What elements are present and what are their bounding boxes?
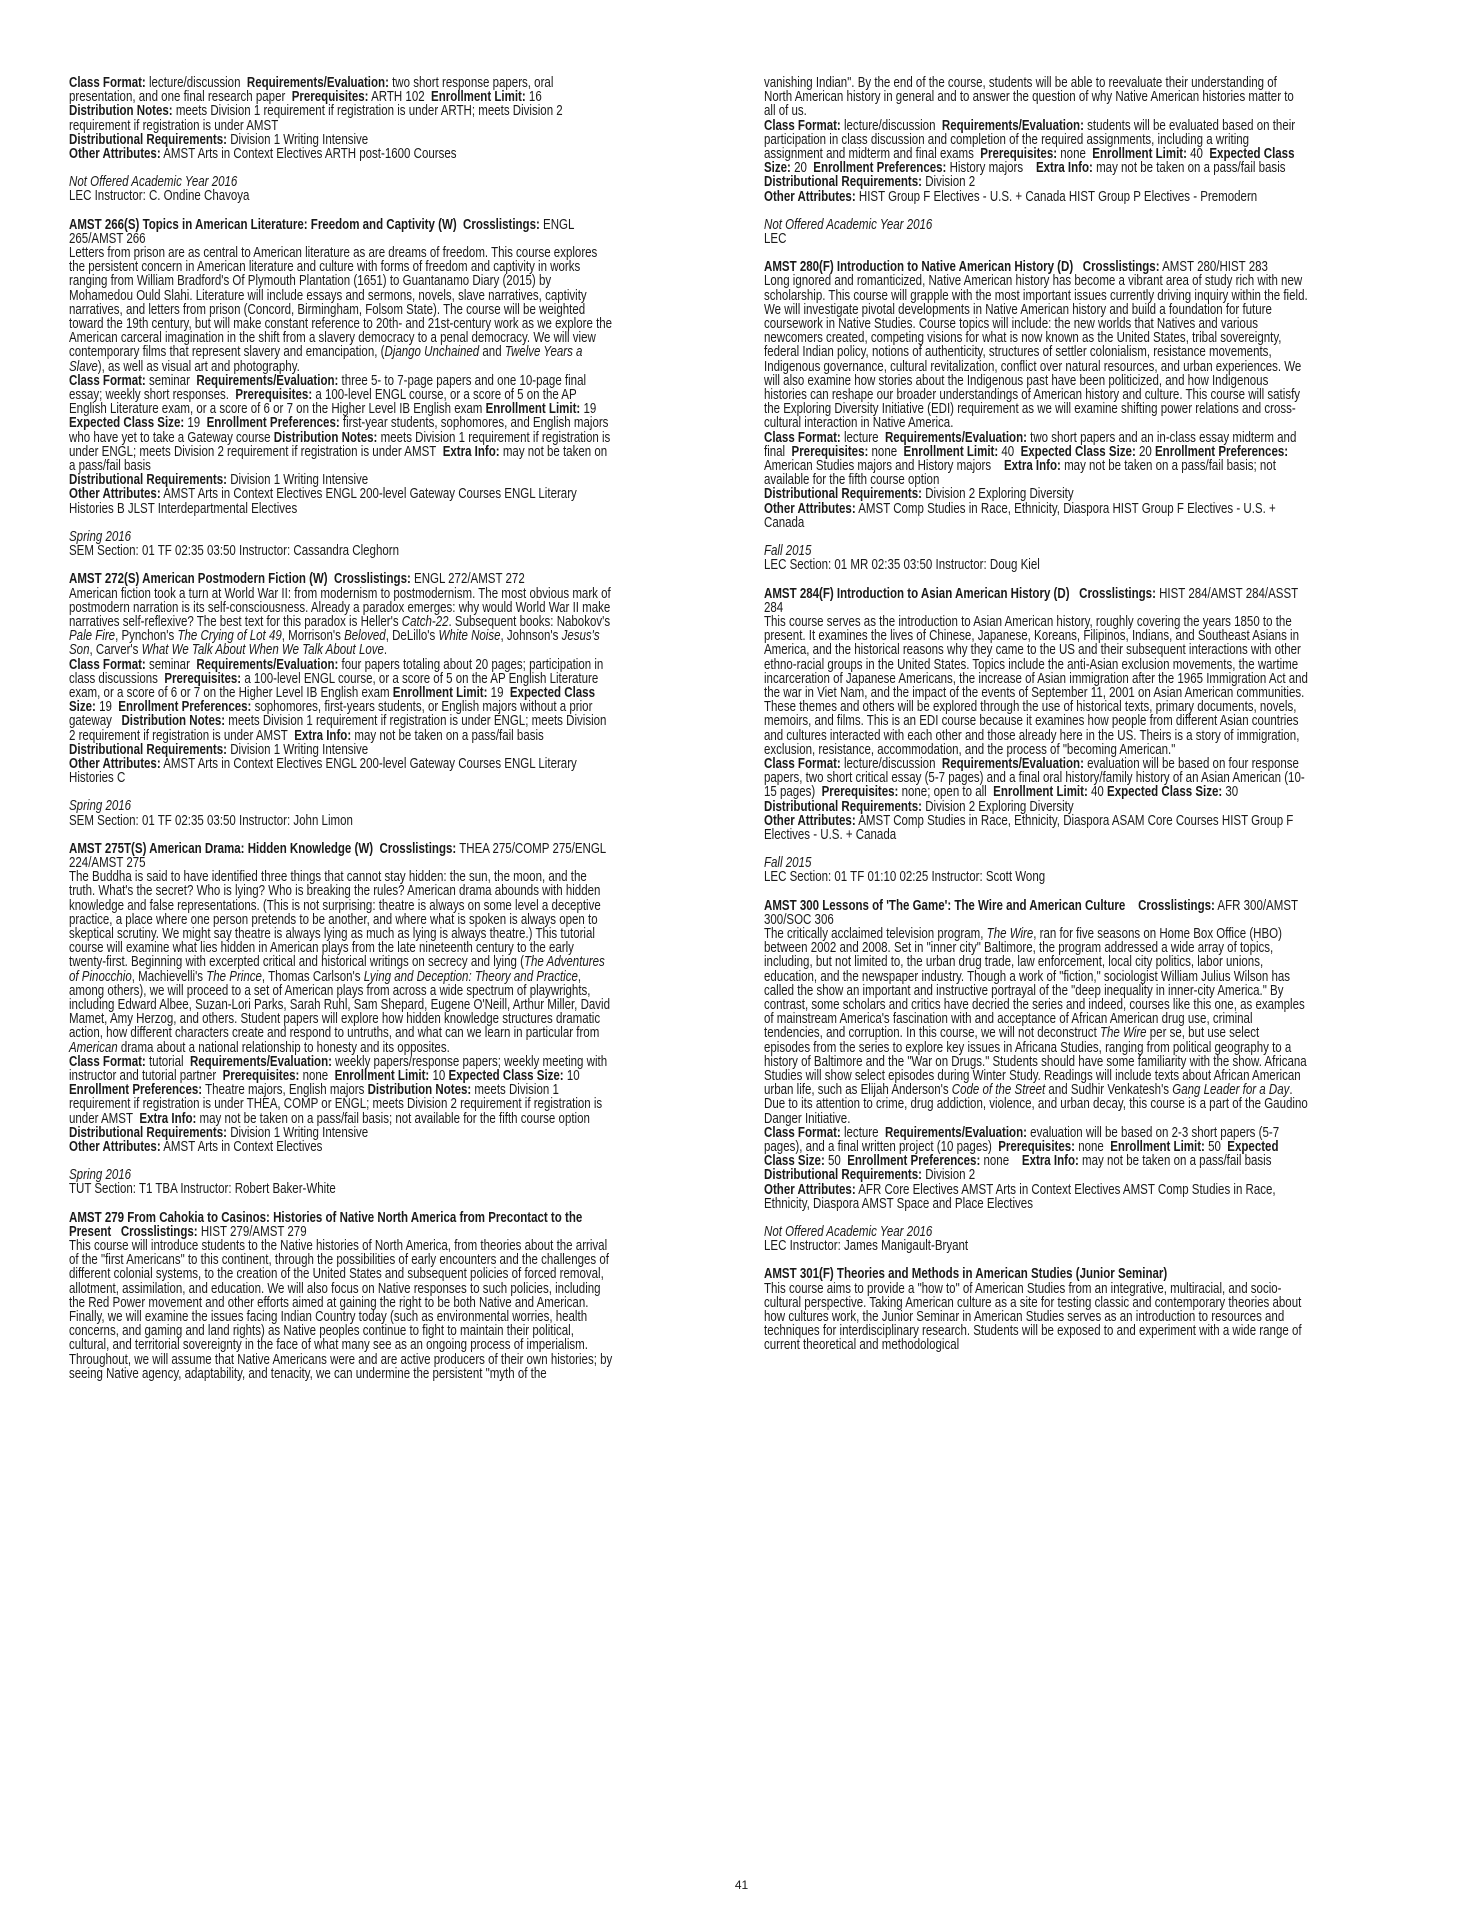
course-offering: Spring 2016 SEM Section: 01 TF 02:35 03:50 Instructor: John Limon	[69, 798, 353, 829]
course-amst-301	[764, 1267, 1308, 1352]
course-description: Long ignored and romanticized, Native American history has become a vibrant area of study rich with new scholarship. This course will grapple with the most important issues currently driving inquiry within the field. We will investigate pivotal developments in Native American history and build a foundation for future coursework in Native Studies. Course topics will include: the new worlds that Natives and various newcomers created, competing visions for what is now known as the United States, tribal sovereignty, federal Indian policy, notions of authenticity, structures of settler colonialism, resistance movements, Indigenous governance, cultural revitalization, conflict over natural resources, and urban experiences. We will also examine how stories about the Indigenous past have been politicized, and how Indigenous histories can reshape our broader understandings of American history and culture. This course will satisfy the Exploring Diversity Initiative (EDI) requirement as we will examine shifting power relations and cross-cultural interaction in Native America.	[764, 273, 1308, 432]
right-column	[764, 76, 1308, 1353]
course-offering: Fall 2015 LEC Section: 01 TF 01:10 02:25 Instructor: Scott Wong	[764, 855, 1046, 886]
left-column	[69, 76, 613, 1381]
course-description: The critically acclaimed television program, The Wire, ran for five seasons on Home Box Office (HBO) between 2002 and 2008. Set in "inner city" Baltimore, the program addressed a wide array of topics, including, but not limited to, the urban drug trade, law enforcement, local city politics, labor unions, education, and the newspaper industry. Though a work of "fiction," sociologist William Julius Wilson has called the show an important and instructive portrayal of the "deep inequality in inner-city America." By contrast, some scholars and critics have decried the series and indeed, courses like this one, as examples of mainstream America's fascination with and acceptance of African American drug use, criminal tendencies, and corruption. In this course, we will not deconstruct The Wire per se, but use select episodes from the series to explore key issues in Africana Studies, ranging from political geography to a history of Baltimore and the "War on Drugs." Students should have some familiarity with the show. Africana Studies will show select episodes during Winter Study. Readings will include texts about African American urban life, such as Elijah Anderson's Code of the Street and Sudhir Venkatesh's Gang Leader for a Day. Due to its attention to crime, drug addiction, violence, and urban decay, this course is a part of the Gaudino Danger Initiative.	[764, 925, 1308, 1127]
page-number: 41	[734, 1878, 749, 1892]
course-title: AMST 275T(S) American Drama: Hidden Knowledge (W)	[69, 840, 374, 857]
course-amst-275t: AMST 275T(S) American Drama: Hidden Knowledge (W) Crosslistings: THEA 275/COMP 275/ENGL 224/AMST 275 The Buddha is said to have identified three things that cannot stay hidden: the sun, the moon, and the truth. What's the secret? Who is lying? Who is breaking the rules? American drama abounds with hidden knowledge and false representations. (This is not surprising: theatre is always on some level a deceptive practice, a place where one person pretends to be another, and where what is spoken is always open to skeptical scrutiny. We might say theatre is always lying as much as lying is always theatre.) This tutorial course will examine what lies hidden in American plays from the late nineteenth century to the early twenty-first. Beginning with excerpted critical and historical writings on secrecy and lying (The Adventures of Pinocchio, Machievelli's The Prince, Thomas Carlson's Lying and Deception: Theory and Practice, among others), we will proceed to a set of American plays from across a wide spectrum of playwrights, including Edward Albee, Suzan-Lori Parks, Sarah Ruhl, Sam Shepard, Eugene O'Neill, Arthur Miller, David Mamet, Amy Herzog, and others. Student papers will explore how hidden knowledge structures dramatic action, how different characters create and respond to untruths, and what can we learn in particular from American drama about a national relationship to honesty and its opposites. Class Format: tutorial Requirements/Evaluation: weekly papers/response papers; weekly meeting with instructor and tutorial partner Prerequisites: none Enrollment Limit: 10 Expected Class Size: 10 Enrollment Preferences: Theatre majors, English majors Distribution Notes: meets Division 1 requirement if registration is under THEA, COMP or ENGL; meets Division 2 requirement if registration is under AMST Extra Info: may not be taken on a pass/fail basis; not available for the fifth course option Distributional Requirements: Division 1 Writing Intensive Other Attributes: AMST Arts in Context Electives	[69, 840, 611, 1156]
course-amst-279-continued: vanishing Indian". By the end of the course, students will be able to reevaluate their understanding of North American history in general and to answer the question of why Native American histories matter to all of us. Class Format: lecture/discussion Requirements/Evaluation: students will be evaluated based on their participation in class discussion and completion of the required assignments, including a writing assignment and midterm and final exams Prerequisites: none Enrollment Limit: 40 Expected Class Size: 20 Enrollment Preferences: History majors Extra Info: may not be taken on a pass/fail basis Distributional Requirements: Division 2 Other Attributes: HIST Group F Electives - U.S. + Canada HIST Group P Electives - Premodern	[764, 75, 1296, 205]
course-description: Letters from prison are as central to American literature as are dreams of freedom. This course explores the persistent concern in American literature and culture with forms of freedom and captivity in works ranging from William Bradford's Of Plymouth Plantation (1651) to Guantanamo Diary (2015) by Mohamedou Ould Slahi. Literature will include essays and sermons, novels, slave narratives, captivity narratives, and letters from prison (Concord, Birmingham, Folsom State). The course will be weighted toward the 19th century, but will make constant reference to 20th- and 21st-century work as we explore the American carceral imagination in the shift from a slavery democracy to a penal democracy. We will view contemporary films that represent slavery and emancipation, (Django Unchained and Twelve Years a Slave), as well as visual art and photography.	[69, 245, 613, 375]
course-amst-280: AMST 280(F) Introduction to Native American History (D) Crosslistings: AMST 280/HIST 283 Long ignored and romanticized, Native American history has become a vibrant area of study rich with new scholarship. This course will grapple with the most important issues currently driving inquiry within the field. We will investigate pivotal developments in Native American history and build a foundation for future coursework in Native Studies. Course topics will include: the new worlds that Natives and various newcomers created, competing visions for what is now known as the United States, tribal sovereignty, federal Indian policy, notions of authenticity, structures of settler colonialism, resistance movements, Indigenous governance, cultural revitalization, conflict over natural resources, and urban experiences. We will also examine how stories about the Indigenous past have been politicized, and how Indigenous histories can reshape our broader understandings of American history and culture. This course will satisfy the Exploring Diversity Initiative (EDI) requirement as we will examine shifting power relations and cross-cultural interaction in Native America. Class Format: lecture Requirements/Evaluation: two short papers and an in-class essay midterm and final Prerequisites: none Enrollment Limit: 40 Expected Class Size: 20 Enrollment Preferences: American Studies majors and History majors Extra Info: may not be taken on a pass/fail basis; not available for the fifth course option Distributional Requirements: Division 2 Exploring Diversity Other Attributes: AMST Comp Studies in Race, Ethnicity, Diaspora HIST Group F Electives - U.S. + Canada	[764, 259, 1308, 531]
course-title: AMST 280(F) Introduction to Native American History (D)	[764, 259, 1074, 276]
course-amst-284: AMST 284(F) Introduction to Asian American History (D) Crosslistings: HIST 284/AMST 284/ASST 284 This course serves as the introduction to Asian American history, roughly covering the years 1850 to the present. It examines the lives of Chinese, Japanese, Koreans, Filipinos, Indians, and Southeast Asians in America, and the historical reasons why they came to the US and their subsequent interactions with other ethno-racial groups in the United States. Topics include the anti-Asian exclusion movements, the wartime incarceration of Japanese Americans, the increase of Asian immigration after the 1965 Immigration Act and the war in Viet Nam, and the impact of the events of September 11, 2001 on Asian American communities. These themes and others will be explored through the use of historical texts, primary documents, novels, memoirs, and films. This is an EDI course because it examines how people from different Asian countries and cultures interacted with each other and those already here in the US. Theirs is a story of immigration, exclusion, resistance, accommodation, and the process of "becoming American." Class Format: lecture/discussion Requirements/Evaluation: evaluation will be based on four response papers, two short critical essay (5-7 pages) and a final oral history/family history of an Asian American (10-15 pages) Prerequisites: none; open to all Enrollment Limit: 40 Expected Class Size: 30 Distributional Requirements: Division 2 Exploring Diversity Other Attributes: AMST Comp Studies in Race, Ethnicity, Diaspora ASAM Core Courses HIST Group F Electives - U.S. + Canada	[764, 585, 1308, 843]
course-description: The Buddha is said to have identified three things that cannot stay hidden: the sun, the moon, and the truth. What's the secret? Who is lying? Who is breaking the rules? American drama abounds with hidden knowledge and false representations. (This is not surprising: theatre is always on some level a deceptive practice, a place where one person pretends to be another, and where what is spoken is always open to skeptical scrutiny. We might say theatre is always lying as much as lying is always theatre.) This tutorial course will examine what lies hidden in American plays from the late nineteenth century to the early twenty-first. Beginning with excerpted critical and historical writings on secrecy and lying (The Adventures of Pinocchio, Machievelli's The Prince, Thomas Carlson's Lying and Deception: Theory and Practice, among others), we will proceed to a set of American plays from across a wide spectrum of playwrights, including Edward Albee, Suzan-Lori Parks, Sarah Ruhl, Sam Shepard, Eugene O'Neill, Arthur Miller, David Mamet, Amy Herzog, and others. Student papers will explore how hidden knowledge structures dramatic action, how different characters create and respond to untruths, and what can we learn in particular from American drama about a national relationship to honesty and its opposites.	[69, 869, 611, 1056]
course-description: American fiction took a turn at World War II: from modernism to postmodernism. The most obvious mark of postmodern narration is its self-consciousness. Already a paradox emerges: why would World War II make narratives self-reflexive? The best text for this paradox is Heller's Catch-22. Subsequent books: Nabokov's Pale Fire, Pynchon's The Crying of Lot 49, Morrison's Beloved, DeLillo's White Noise, Johnson's Jesus's Son, Carver's What We Talk About When We Talk About Love.	[69, 585, 611, 659]
course-offering: Spring 2016 TUT Section: T1 TBA Instructor: Robert Baker-White	[69, 1167, 336, 1198]
course-description: This course serves as the introduction to Asian American history, roughly covering the years 1850 to the present. It examines the lives of Chinese, Japanese, Koreans, Filipinos, Indians, and Southeast Asians in America, and the historical reasons why they came to the US and their subsequent interactions with other ethno-racial groups in the United States. Topics include the anti-Asian exclusion movements, the wartime incarceration of Japanese Americans, the increase of Asian immigration after the 1965 Immigration Act and the war in Viet Nam, and the impact of the events of September 11, 2001 on Asian American communities. These themes and others will be explored through the use of historical texts, primary documents, novels, memoirs, and films. This is an EDI course because it examines how people from different Asian countries and cultures interacted with each other and those already here in the US. Theirs is a story of immigration, exclusion, resistance, accommodation, and the process of "becoming American."	[764, 613, 1308, 758]
course-title: AMST 266(S) Topics in American Literature: Freedom and Captivity (W)	[69, 216, 457, 233]
course-offering: Fall 2015 LEC Section: 01 MR 02:35 03:50 Instructor: Doug Kiel	[764, 543, 1040, 574]
course-description: This course aims to provide a "how to" of American Studies from an integrative, multiracial, and socio-cultural perspective. Taking American culture as a site for testing classic and contemporary theories about how cultures work, the Junior Seminar in American Studies serves as an introduction to resources and techniques for interdisciplinary research. Students will be exposed to and experiment with a wide range of current theoretical and methodological	[764, 1280, 1302, 1354]
course-title: AMST 272(S) American Postmodern Fiction (W)	[69, 571, 328, 588]
course-title: AMST 300 Lessons of 'The Game': The Wire and American Culture	[764, 897, 1126, 914]
course-amst-300: AMST 300 Lessons of 'The Game': The Wire and American Culture Crosslistings: AFR 300/AMST 300/SOC 306 The critically acclaimed television program, The Wire, ran for five seasons on Home Box Office (HBO) between 2002 and 2008. Set in "inner city" Baltimore, the program addressed a wide array of topics, including, but not limited to, the urban drug trade, law enforcement, local city politics, labor unions, education, and the newspaper industry. Though a work of "fiction," sociologist William Julius Wilson has called the show an important and instructive portrayal of the "deep inequality in inner-city America." By contrast, some scholars and critics have decried the series and indeed, courses like this one, as examples of mainstream America's fascination with and acceptance of African American drug use, criminal tendencies, and corruption. In this course, we will not deconstruct The Wire per se, but use select episodes from the series to explore key issues in Africana Studies, ranging from political geography to a history of Baltimore and the "War on Drugs." Students should have some familiarity with the show. Africana Studies will show select episodes during Winter Study. Readings will include texts about African American urban life, such as Elijah Anderson's Code of the Street and Sudhir Venkatesh's Gang Leader for a Day. Due to its attention to crime, drug addiction, violence, and urban decay, this course is a part of the Gaudino Danger Initiative. Class Format: lecture Requirements/Evaluation: evaluation will be based on 2-3 short papers (5-7 pages), and a final written project (10 pages) Prerequisites: none Enrollment Limit: 50 Expected Class Size: 50 Enrollment Preferences: none Extra Info: may not be taken on a pass/fail basis Distributional Requirements: Division 2 Other Attributes: AFR Core Electives AMST Arts in Context Electives AMST Comp Studies in Race, Ethnicity, Diaspora AMST Space and Place Electives	[764, 897, 1308, 1212]
course-title: AMST 301(F) Theories and Methods in American Studies (Junior Seminar)	[764, 1266, 1168, 1283]
course-offering: Spring 2016 SEM Section: 01 TF 02:35 03:50 Instructor: Cassandra Cleghorn	[69, 528, 399, 560]
course-amst-272: AMST 272(S) American Postmodern Fiction (W) Crosslistings: ENGL 272/AMST 272 American fiction took a turn at World War II: from modernism to postmodernism. The most obvious mark of postmodern narration is its self-consciousness. Already a paradox emerges: why would World War II make narratives self-reflexive? The best text for this paradox is Heller's Catch-22. Subsequent books: Nabokov's Pale Fire, Pynchon's The Crying of Lot 49, Morrison's Beloved, DeLillo's White Noise, Johnson's Jesus's Son, Carver's What We Talk About When We Talk About Love. Class Format: seminar Requirements/Evaluation: four papers totaling about 20 pages; participation in class discussions Prerequisites: a 100-level ENGL course, or a score of 5 on the AP English Literature exam, or a score of 6 or 7 on the Higher Level IB English exam Enrollment Limit: 19 Expected Class Size: 19 Enrollment Preferences: sophomores, first-years students, or English majors without a prior gateway Distribution Notes: meets Division 1 requirement if registration is under ENGL; meets Division 2 requirement if registration is under AMST Extra Info: may not be taken on a pass/fail basis Distributional Requirements: Division 1 Writing Intensive Other Attributes: AMST Arts in Context Electives ENGL 200-level Gateway Courses ENGL Literary Histories C	[69, 571, 611, 787]
course-description: vanishing Indian". By the end of the course, students will be able to reevaluate their understanding of North American history in general and to answer the question of why Native American histories matter to all of us.	[764, 75, 1294, 120]
course-amst-279: AMST 279 From Cahokia to Casinos: Histories of Native North America from Precontact to the Present Crosslistings: HIST 279/AMST 279 This course will introduce students to the Native histories of North America, from theories about the arrival of the "first Americans" to this continent, through the possibilities of early encounters and the challenges of different colonial systems, to the creation of the United States and subsequent policies of forced removal, allotment, assimilation, and education. We will also focus on Native responses to such policies, including the Red Power movement and other efforts aimed at gaining the right to be both Native and American. Finally, we will examine the issues facing Indian Country today (such as environmental worries, health concerns, and gaming and land rights) as Native peoples continue to fight to maintain their political, cultural, and territorial sovereignty in the face of what many see as an ongoing process of imperialism. Throughout, we will assume that Native Americans were and are active producers of their own histories; by seeing Native agency, adaptability, and tenacity, we can undermine the persistent "myth of the	[69, 1209, 613, 1382]
course-offering: Not Offered Academic Year 2016 LEC Instructor: James Manigault-Bryant	[764, 1224, 969, 1255]
course-offering: Not Offered Academic Year 2016 LEC Instructor: C. Ondine Chavoya	[69, 174, 250, 205]
course-offering: Not Offered Academic Year 2016 LEC	[764, 216, 933, 248]
course-title: AMST 279 From Cahokia to Casinos: Histories of Native North America from Precontact to the Present	[69, 1209, 583, 1240]
course-description: This course will introduce students to the Native histories of North America, from theories about the arrival of the "first Americans" to this continent, through the possibilities of early encounters and the challenges of different colonial systems, to the creation of the United States and subsequent policies of forced removal, allotment, assimilation, and education. We will also focus on Native responses to such policies, including the Red Power movement and other efforts aimed at gaining the right to be both Native and American. Finally, we will examine the issues facing Indian Country today (such as environmental worries, health concerns, and gaming and land rights) as Native peoples continue to fight to maintain their political, cultural, and territorial sovereignty in the face of what many see as an ongoing process of imperialism. Throughout, we will assume that Native Americans were and are active producers of their own histories; by seeing Native agency, adaptability, and tenacity, we can undermine the persistent "myth of the	[69, 1238, 613, 1382]
course-title: AMST 284(F) Introduction to Asian American History (D)	[764, 585, 1070, 602]
course-amst-266: AMST 266(S) Topics in American Literature: Freedom and Captivity (W) Crosslistings: ENGL 265/AMST 266 Letters from prison are as central to American literature as are dreams of freedom. This course explores the persistent concern in American literature and culture with forms of freedom and captivity in works ranging from William Bradford's Of Plymouth Plantation (1651) to Guantanamo Diary (2015) by Mohamedou Ould Slahi. Literature will include essays and sermons, novels, slave narratives, captivity narratives, and letters from prison (Concord, Birmingham, Folsom State). The course will be weighted toward the 19th century, but will make constant reference to 20th- and 21st-century work as we explore the American carceral imagination in the shift from a slavery democracy to a penal democracy. We will view contemporary films that represent slavery and emancipation, (Django Unchained and Twelve Years a Slave), as well as visual art and photography. Class Format: seminar Requirements/Evaluation: three 5- to 7-page papers and one 10-page final essay; weekly short responses. Prerequisites: a 100-level ENGL course, or a score of 5 on the AP English Literature exam, or a score of 6 or 7 on the Higher Level IB English exam Enrollment Limit: 19 Expected Class Size: 19 Enrollment Preferences: first-year students, sophomores, and English majors who have yet to take a Gateway course Distribution Notes: meets Division 1 requirement if registration is under ENGL; meets Division 2 requirement if registration is under AMST Extra Info: may not be taken on a pass/fail basis Distributional Requirements: Division 1 Writing Intensive Other Attributes: AMST Arts in Context Electives ENGL 200-level Gateway Courses ENGL Literary Histories B JLST Interdepartmental Electives	[69, 216, 613, 517]
course-details: Class Format: lecture/discussion Requirements/Evaluation: two short response papers, oral presentation, and one final research paper Prerequisites: ARTH 102 Enrollment Limit: 16 Distribution Notes: meets Division 1 requirement if registration is under ARTH; meets Division 2 requirement if registration is under AMST Distributional Requirements: Division 1 Writing Intensive Other Attributes: AMST Arts in Context Electives ARTH post-1600 Courses	[69, 75, 563, 163]
